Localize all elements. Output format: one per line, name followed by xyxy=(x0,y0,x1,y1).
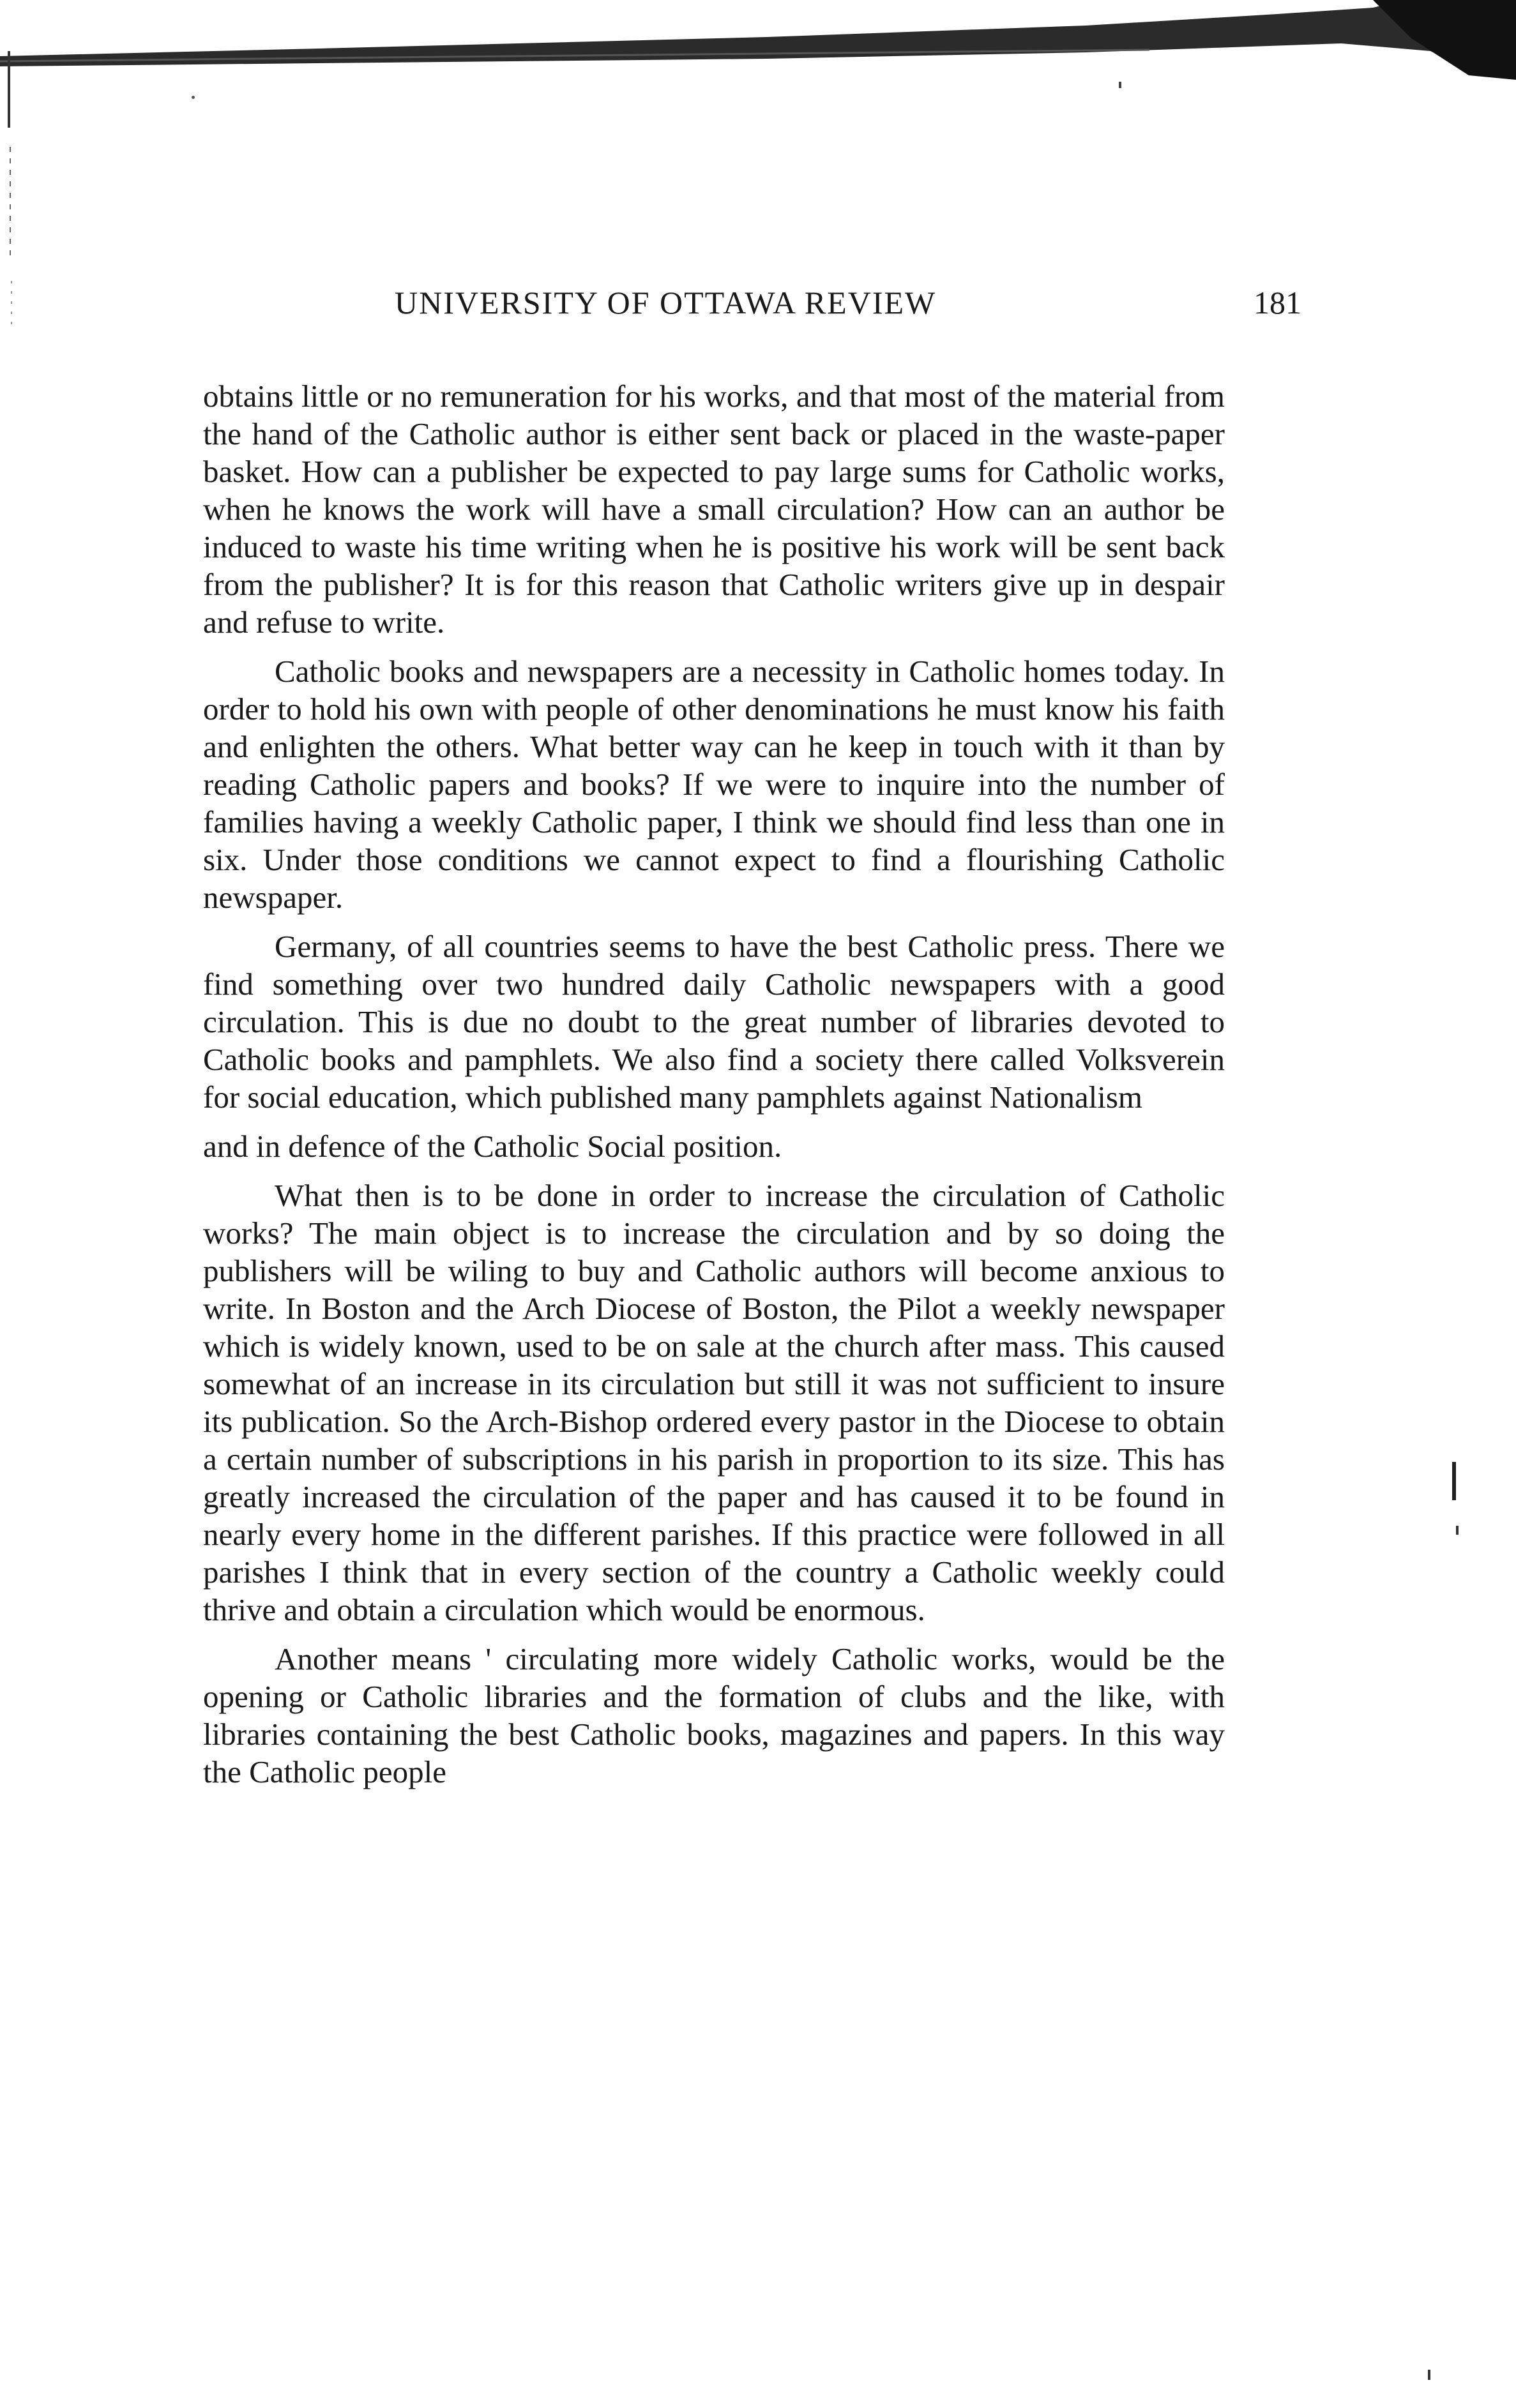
page-number: 181 xyxy=(1254,285,1301,320)
scan-speck xyxy=(192,96,195,99)
article-body xyxy=(203,373,1225,1802)
margin-mark xyxy=(1456,1526,1459,1535)
paragraph: What then is to be done in order to increase the circulation of Catholic works? The main object is to increase the circulation and by so doing the publishers will be wiling to buy and Catholic authors will become anxious to write. In Boston and the Arch Diocese of Boston, the Pilot a weekly newspaper which is widely known, used to be on sale at the church after mass. This caused somewhat of an increase in its circulation but still it was not sufficient to insure its publication. So the Arch-Bishop ordered every pastor in the Diocese to obtain a certain number of subscriptions in his parish in proportion to its size. This has greatly increased the circulation of the paper and has caused it to be found in nearly every home in the different parishes. If this practice were followed in all parishes I think that in every section of the country a Catholic weekly could thrive and obtain a circulation which would be enormous. xyxy=(203,1178,1225,1627)
paragraph: Catholic books and newspapers are a necessity in Catholic homes today. In order to hold his own with people of other denominations he must know his faith and enlighten the others. What better way can he keep in touch with it than by reading Catholic papers and books? If we were to inquire into the number of families having a weekly Catholic paper, I think we should find less than one in six. Under those conditions we cannot expect to find a flourishing Catholic newspaper. xyxy=(203,654,1225,915)
journal-title: UNIVERSITY OF OTTAWA REVIEW xyxy=(395,285,937,320)
scan-edge-left xyxy=(0,51,26,345)
scan-edge-top xyxy=(0,0,1516,83)
margin-mark xyxy=(1452,1462,1456,1500)
running-head xyxy=(395,284,1301,335)
paragraph: obtains little or no remuneration for his works, and that most of the material from the hand of the Catholic author is either sent back or placed in the waste-paper basket. How can a publisher be expected to pay large sums for Catholic works, when he knows the work will have a small circulation? How can an author be induced to waste his time writing when he is positive his work will be sent back from the publisher? It is for this reason that Catholic writers give up in despair and refuse to write. xyxy=(203,379,1225,640)
paragraph: and in defence of the Catholic Social position. xyxy=(203,1129,782,1164)
margin-mark xyxy=(1428,2370,1430,2380)
paragraph: Another means ' circulating more widely Catholic works, would be the opening or Catholic libraries and the formation of clubs and the like, with libraries containing the best Catholic books, magazines and papers. In this way the Catholic people xyxy=(203,1641,1225,1789)
scan-speck xyxy=(1119,82,1121,88)
paragraph: Germany, of all countries seems to have the best Catholic press. There we find something over two hundred daily Catholic newspapers with a good circulation. This is due no doubt to the great number of libraries devoted to Catholic books and pamphlets. We also find a society there called Volksverein for social education, which published many pamphlets against Nationalism xyxy=(203,929,1225,1115)
